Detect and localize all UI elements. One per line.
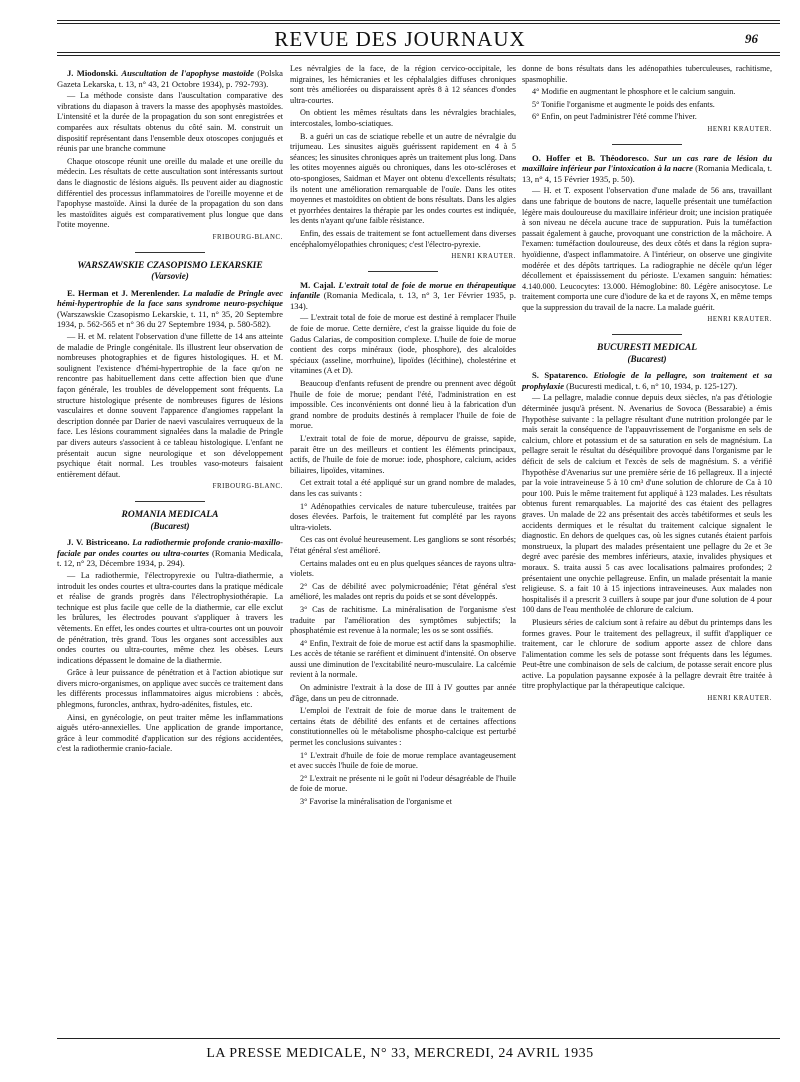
section-divider	[135, 501, 205, 502]
article-paragraph: 4° Enfin, l'extrait de foie de morue est actif dans la spasmophilie. Les accès de tétanie se raréfient et diminuent d'intensité. On observe aussi une diminution de l'excitabilité neuro-musculaire. La calcémie revient à la normale.	[290, 638, 516, 680]
header-rule-top	[57, 20, 780, 21]
article-paragraph: 1° Adénopathies cervicales de nature tuberculeuse, traitées par doses élevées. Parfois, le traitement fut complété par les rayons ultra-violets.	[290, 501, 516, 532]
article-heading	[57, 68, 283, 89]
article-paragraph: 3° Cas de rachitisme. La minéralisation de l'organisme s'est traduite par l'amélioration des symptômes subjectifs; la phosphatémie est revenue à la normale; les os se sont ossifiés.	[290, 604, 516, 636]
article-paragraph: Ces cas ont évolué heureusement. Les ganglions se sont résorbés; l'état général s'est amélioré.	[290, 535, 516, 555]
article-title: Sur un cas rare de lésion du maxillaire inférieur par l'intoxication à la nacre	[522, 152, 772, 174]
article-reference: (Romania Medicala, t. 13, n° 3, 1er Février 1935, p. 134).	[290, 290, 516, 311]
column-2	[290, 64, 516, 810]
journal-city: (Bucarest)	[150, 520, 190, 531]
article-paragraph: Grâce à leur puissance de pénétration et à l'action abiotique sur divers micro-organismes, on applique avec succès ce traitement dans les différents processus inflammatoires aigus microbiens : abcès, phlegmons, furoncles, anthrax, hydro-adénites, fistules, etc.	[57, 668, 283, 710]
article-paragraph: 2° L'extrait ne présente ni le goût ni l'odeur désagréable de l'huile de foie de morue.	[290, 773, 516, 794]
article-heading	[522, 153, 772, 185]
page-footer: LA PRESSE MEDICALE, N° 33, MERCREDI, 24 AVRIL 1935	[206, 1046, 594, 1061]
section-divider	[612, 144, 682, 145]
article-paragraph: — La pellagre, maladie connue depuis deux siècles, n'a pas d'étiologie déterminée jusqu'à présent. N. Avenarius de Sovoca (Bessarabie) a émis l'hypothèse suivante : la pellagre résultant d'une nutrition prolongée par le maïs serait la conséquence de l'appauvrissement de l'organisme en sels de calcium, chlore et potassium et de sa saturation en sels de magnésium. La pellagre serait le résultat du déséquilibre provoqué dans l'organisme par le déficit de sels de calcium et l'excès de sels de magnésium. S. a vérifié l'hypothèse d'Avenarius sur une première série de 16 pellagreux. Il a injecté par la voie intraveineuse 5 à 10 cm³ d'une solution de chlorure de Ca à 10 pour 100. Puis le même traitement fut appliqué à 123 malades. Les résultats obtenus furent remarquables. La majorité des cas étaient des pellagres graves. Un malade de 22 ans présentait des accès tabétiformes et seuls les accidents dermiques et le résultat du traitement calcique signalent le diagnostic. En dehors de quelques cas, où les signes cutanés étaient parfois monstrueux, la plupart des malades présentaient une pellagre du 2e et 3e degré avec parésie des membres inférieurs, ataxie, invalides physiques et moraux. S. traita aussi 5 cas avec localisations palmaires profondes; 2 présentaient une onychie pellagreuse. Enfin, un malade présentait la manie religieuse. S. a fait 10 à 15 injections intraveineuses. Aux malades non hospitalisés il a prescrit 3 cuillers à soupe par jour d'une solution de 4 pour 100 dans de l'eau mentholée de chlorure de calcium.	[522, 393, 772, 615]
article-title: L'extrait total de foie de morue en thérapeutique infantile	[290, 279, 516, 301]
header-rule-bottom	[57, 52, 780, 53]
article-authors: M. Cajal.	[300, 279, 336, 290]
header-rule-top-2	[57, 23, 780, 24]
article-authors: J. V. Bistriceano.	[67, 537, 130, 548]
article-authors: E. Herman et J. Merenlender.	[67, 287, 180, 298]
footer-rule	[57, 1038, 780, 1039]
article-paragraph: 4° Modifie en augmentant le phosphore et le calcium sanguin.	[532, 87, 736, 97]
article-paragraph: Les névralgies de la face, de la région cervico-occipitale, les migraines, les hémicranies et les céphalalgies diffuses chroniques sont très améliorées ou disparaissent après 8 à 12 séances d'ondes ultra-courtes.	[290, 64, 516, 105]
article-paragraph: 3° Favorise la minéralisation de l'organisme et	[300, 797, 452, 806]
article-paragraph: Chaque otoscope réunit une oreille du malade et une oreille du médecin. Les résultats de cette auscultation sont intéressants surtout dans le diagnostic de lésions aiguës. Ils peuvent aider au diagnostic différentiel des processus inflammatoires de l'oreille moyenne et de l'apophyse mastoïde. Ainsi la durée de la propagation du son dans les mastoïdites aiguës est comparativement plus longue que dans l'otite moyenne.	[57, 156, 283, 230]
article-paragraph: L'emploi de l'extrait de foie de morue dans le traitement de certains états de débilité des enfants et de certaines affections constitutionnelles où le métabolisme phospho-calcique est perturbé permet les conclusions suivantes :	[290, 706, 516, 748]
article-paragraph: Beaucoup d'enfants refusent de prendre ou prennent avec dégoût l'huile de foie de morue; pendant l'été, l'administration en est impossible. Ces inconvénients ont donné lieu à la fabrication d'un grand nombre de produits destinés à remplacer l'huile de foie de morue.	[290, 379, 516, 431]
page-header-title: REVUE DES JOURNAUX	[274, 27, 526, 51]
journal-name: WARSZAWSKIE CZASOPISMO LEKARSKIE	[77, 260, 263, 271]
article-title: Auscultation de l'apophyse mastoïde	[121, 68, 254, 78]
article-paragraph: Cet extrait total a été appliqué sur un grand nombre de malades, dans les cas suivants :	[290, 478, 516, 498]
article-reference: (Romania Medicala, t. 13, n° 4, 15 Février 1935, p. 50).	[522, 163, 772, 184]
page-number: 96	[745, 31, 758, 46]
article-reference: (Polska Gazeta Lekarska, t. 13, n° 43, 21 Octobre 1934), p. 792-793).	[57, 68, 283, 89]
article-heading	[57, 537, 283, 569]
article-signature: HENRI KRAUTER.	[707, 125, 772, 133]
article-paragraph: donne de bons résultats dans les adénopathies tuberculeuses, rachitisme, spasmophilie.	[522, 64, 772, 84]
section-divider	[612, 334, 682, 335]
section-divider	[368, 271, 438, 272]
journal-city: (Varsovie)	[151, 271, 189, 282]
article-authors: S. Spatarenco.	[532, 370, 588, 381]
article-signature: HENRI KRAUTER.	[451, 253, 516, 261]
article-paragraph: — L'extrait total de foie de morue est destiné à remplacer l'huile de foie de morue. Cette dernière, c'est la graisse liquide du foie de Gadus Calarias, de composition complexe. L'huile de foie de morue contient des corps minéraux (iode, phosphore), des alcaloïdes spéciaux (asseline, morrhuine), lipoïdes (lécithine), cholestérine et vitamines (A et D).	[290, 313, 516, 376]
article-paragraph: Certains malades ont eu en plus quelques séances de rayons ultra-violets.	[290, 558, 516, 579]
article-paragraph: B. a guéri un cas de sciatique rebelle et un autre de névralgie du trijumeau. Les sinusites aiguës guérissent rapidement en 4 à 5 séances; les sinusites chroniques après un traitement plus long. Dans les otites moyennes aiguës ou chroniques, dans les oto-scléroses et oto-spongioses, Saidman et Mayer ont obtenu d'excellents résultats; ils notent une amélioration remarquable de l'ouïe. Dans les otites moyennes et mastoïdites on obtient de bons résultats. Dans les algies et pyorrhées dentaires la thérapie par les ondes courtes est indiquée, les dents n'ayant qu'une faible résistance.	[290, 131, 516, 226]
article-paragraph: — La radiothermie, l'électropyrexie ou l'ultra-diathermie, a introduit les ondes courtes et ultra-courtes dans la pratique médicale et réalise de grands progrès dans l'électrophysiothérapie. La technique est plus facile que celle de la diathermie, car elle exclut les brûlures, les électrodes pouvant s'appliquer à travers les vêtements. En effet, les ondes courtes et ultra-courtes ont un pouvoir de pénétration, très grand. Tous les organes sont accessibles aux ondes courtes ou ultra-courtes, même chez les obèses. Leurs indications dépassent le domaine de la diathermie.	[57, 570, 283, 665]
column-3	[522, 64, 772, 711]
article-paragraph: Plusieurs séries de calcium sont à refaire au début du printemps dans les formes graves. Pour le traitement des pellagreux, il suffit d'appliquer ce traitement, car le chlorure de sodium apporte assez de chlore dans l'alimentation comme les sels de potasse sont fréquents dans les légumes. Peut-être une combinaison de sels de calcium, de potasse serait encore plus active. La population paysanne exposée à la pellagre devrait être traitée à titre prophylactique par la thérapeutique calcique.	[522, 617, 772, 691]
article-reference: (Warszawskie Czasopismo Lekarskie, t. 11, n° 35, 20 Septembre 1934, p. 562-565 et n° 36 du 27 Septembre 1934, p. 580-582).	[57, 308, 283, 330]
article-paragraph: Ainsi, en gynécologie, on peut traiter même les inflammations aiguës utéro-annexielles. Une application de grande importance, grâce à leur commodité d'application sur des régions accidentées, c'est la radiothermie cranio-faciale.	[57, 712, 283, 754]
article-signature: HENRI KRAUTER.	[707, 316, 772, 324]
article-paragraph: On obtient les mêmes résultats dans les névralgies brachiales, intercostales, lombo-sciatiques.	[290, 108, 516, 128]
article-paragraph: — La méthode consiste dans l'auscultation comparative des vibrations du diapason à travers la masse des apophysès mastoïdes. L'intensité et la durée de la propagation du son sont enregistrées et comparées aux résultats obtenus du côté sain. M. construit un dispositif représentant dans l'ensemble deux otoscopes conjugués et réunis par une branche commune	[57, 91, 283, 154]
article-heading	[290, 280, 516, 312]
article-title: La radiothermie profonde cranio-maxillo-faciale par ondes courtes ou ultra-courtes	[57, 537, 283, 558]
journal-city: (Bucarest)	[627, 353, 667, 364]
article-reference: (Romania Medicala, t. 12, n° 23, Décembre 1934, p. 294).	[57, 547, 283, 569]
header-rule-bottom-2	[57, 55, 780, 56]
article-reference: (Bucuresti medical, t. 6, n° 10, 1934, p. 125-127).	[566, 380, 738, 391]
article-heading	[522, 370, 772, 391]
article-paragraph: 2° Cas de débilité avec polymicroadénie; l'état général s'est amélioré, les malades ont repris du poids et se sont développés.	[290, 581, 516, 602]
article-paragraph: L'extrait total de foie de morue, dépourvu de graisse, sapide, parait être un des meilleurs et contient les éléments principaux, actifs, de l'huile de foie de morue: iode, phosphore, calcium, acides biliaires, lipoïdes, vitamines.	[290, 434, 516, 475]
article-paragraph: On administre l'extrait à la dose de III à IV gouttes par année d'âge, dans un peu de citronnade.	[290, 683, 516, 703]
article-signature: FRIBOURG-BLANC.	[212, 233, 283, 241]
article-paragraph: Enfin, des essais de traitement se font actuellement dans diverses encéphalomyélopathies chroniques; c'est l'électro-pyrexie.	[290, 228, 516, 249]
journal-name: ROMANIA MEDICALA	[121, 509, 219, 520]
article-signature: HENRI KRAUTER.	[707, 695, 772, 703]
article-heading	[57, 288, 283, 330]
article-paragraph: 1° L'extrait d'huile de foie de morue remplace avantageusement et avec succès l'huile de foie de morue.	[290, 750, 516, 771]
article-paragraph: — H. et T. exposent l'observation d'une malade de 56 ans, travaillant dans une fabrique de boutons de nacre, laquelle présentait une tuméfaction légère mais douloureuse du maxillaire inférieur droit; une incision pratiquée à son niveau ne décela aucune trace de suppuration. Puis la tuméfaction passait également à gauche, provoquant une constriction de la mâchoire. A l'examen: tuméfaction douloureuse, des deux côtés et dans la région supra-hyoïdienne, d'aspect inflammatoire. A l'intérieur, on observe une gingivite modérée et des dépôts tartriques. La radiographie ne décèle qu'un léger décollement et épaississement du périoste. L'examen sanguin: hématies: 4.140.000. Leucocytes: 13.000. Hémoglobine: 80. Légère anisocytose. Le traitement comporta une cure d'iodure de ka et de rayons X, en même temps que la suppression du travail de la nacre. La malade guérit.	[522, 186, 772, 312]
article-authors: J. Miodonski.	[67, 68, 119, 78]
journal-name: BUCURESTI MEDICAL	[596, 343, 698, 354]
article-paragraph: — H. et M. relatent l'observation d'une fillette de 14 ans atteinte de maladie de Pringle congénitale. Ils illustrent leur observation de nombreuses photographies et de figures histologiques. H. et M. soulignent l'existence d'hémi-hypertrophie de la face qu'on ne rencontre pas habituellement dans cette affection bien que d'une façon générale, les troubles de développement sont fréquents. La structure histologique présente de nombreuses figures de lésions vasculaires et donne souvent l'apparence d'angiomes rappelant la description donnée par Darier de naevi vasculaires verruqueux de la face. Les lésions couramment signalées dans la maladie de Pringle par divers auteurs s'associent à ce tableau histologique. L'enfant ne présentait aucun signe neurologique et son développement psychique était normal. Les troubles vaso-moteurs faisaient entièrement défaut.	[57, 332, 283, 479]
article-paragraph: 5° Tonifie l'organisme et augmente le poids des enfants.	[532, 99, 715, 109]
article-title: La maladie de Pringle avec hémi-hypertrophie de la face sans syndrome neuro-psychique	[57, 287, 283, 309]
article-signature: FRIBOURG-BLANC.	[212, 483, 283, 491]
section-divider	[135, 252, 205, 253]
article-title: Etiologie de la pellagre, son traitement et sa prophylaxie	[522, 370, 772, 391]
article-authors: O. Hoffer et B. Théodoresco.	[532, 152, 649, 163]
column-1	[57, 64, 283, 757]
article-paragraph: 6° Enfin, on peut l'administrer l'été comme l'hiver.	[532, 112, 697, 122]
